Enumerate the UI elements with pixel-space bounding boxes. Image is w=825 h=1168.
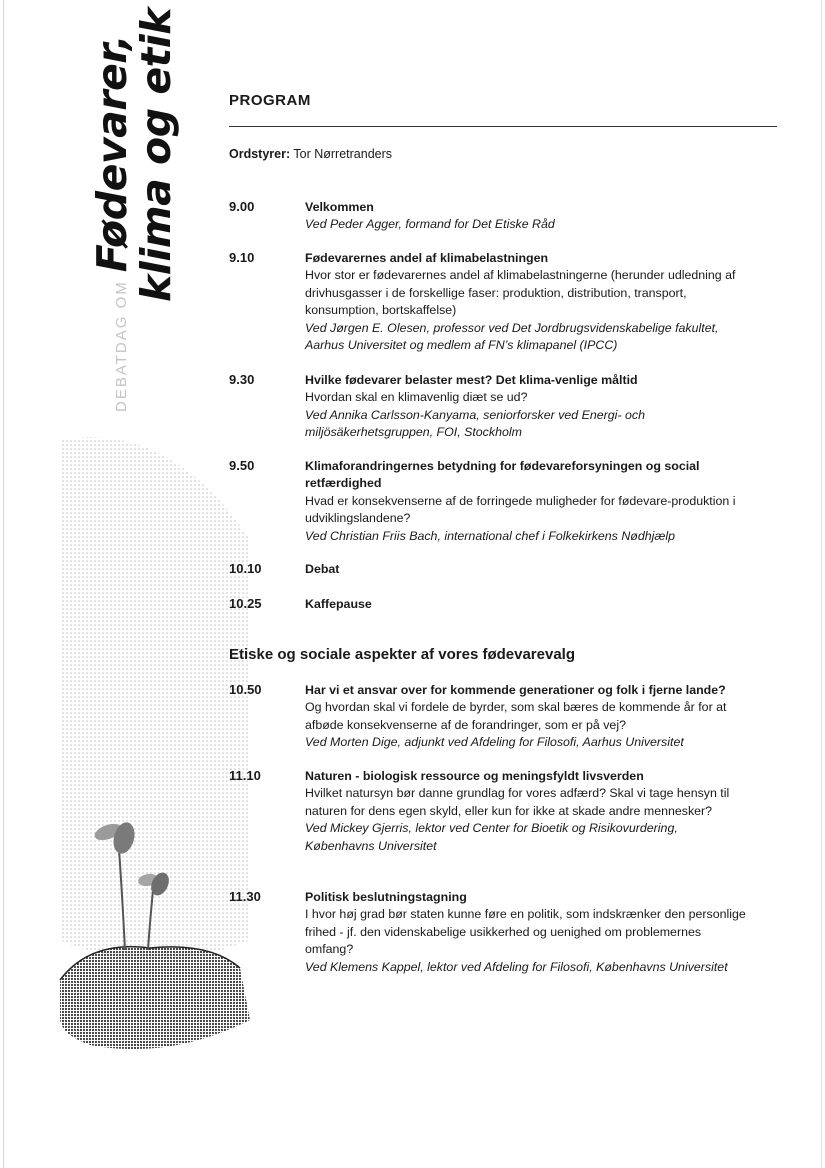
item-title: Har vi et ansvar over for kommende generationer og folk i fjerne lande? xyxy=(305,683,726,697)
item-speaker: Ved Jørgen E. Olesen, professor ved Det Jordbrugsvidenskabelige fakultet, Aarhus Universitet og medlem af FN’s klimapanel (IPCC) xyxy=(305,320,719,353)
moderator-name: Tor Nørretranders xyxy=(293,147,393,161)
item-time: 9.10 xyxy=(229,250,255,265)
item-time: 10.10 xyxy=(229,561,262,576)
item-time: 10.50 xyxy=(229,682,262,697)
program-item xyxy=(229,250,749,354)
event-title xyxy=(88,8,180,412)
program-item xyxy=(229,458,749,545)
item-description: Hvad er konsekvenserne af de forringede muligheder for fødevare-produktion i udviklingslandene? xyxy=(305,493,736,526)
item-time: 11.30 xyxy=(229,889,261,904)
item-description: Hvordan skal en klimavenlig diæt se ud? xyxy=(305,390,528,405)
program-item xyxy=(229,682,749,752)
item-speaker: Ved Klemens Kappel, lektor ved Afdeling for Filosofi, Københavns Universitet xyxy=(305,959,728,974)
item-time: 10.25 xyxy=(229,596,262,611)
program-item xyxy=(229,889,749,976)
event-title-line-2: klima og etik xyxy=(132,7,180,302)
event-title-prefix: DEBATDAG OM xyxy=(113,280,130,412)
item-description: Og hvordan skal vi fordele de byrder, som skal bæres de kommende år for at afbøde konsekvenserne af de forandringer, som er på vej? xyxy=(305,700,727,732)
item-title: Hvilke fødevarer belaster mest? Det klima-venlige måltid xyxy=(305,373,638,387)
item-title: Debat xyxy=(305,562,340,576)
item-description: I hvor høj grad bør staten kunne føre en politik, som indskrænker den personlige frihed - jf. den videnskabelige usikkerhed og uenighed om problemernes omfang? xyxy=(305,907,746,957)
item-description: Hvilket natursyn bør danne grundlag for vores adfærd? Skal vi tage hensyn til naturen for dens egen skyld, eller kun for ikke at skade andre mennesker? xyxy=(305,786,730,818)
item-title: Kaffepause xyxy=(305,597,372,611)
moderator-line xyxy=(229,147,392,161)
item-title: Politisk beslutningstagning xyxy=(305,890,467,904)
item-description: Hvor stor er fødevarernes andel af klimabelastningerne (herunder udledning af drivhusgasser i de forskellige faser: produktion, distribution, transport, konsumption, bortskaffelse) xyxy=(305,268,736,318)
divider xyxy=(229,126,777,127)
event-title-line-1: Fødevarer, xyxy=(88,34,136,273)
program-item xyxy=(229,596,749,613)
item-speaker: Ved Christian Friis Bach, international chef i Folkekirkens Nødhjælp xyxy=(305,528,676,543)
item-time: 11.10 xyxy=(229,768,261,783)
program-item xyxy=(229,199,749,234)
item-time: 9.50 xyxy=(229,458,255,473)
page-edge xyxy=(821,0,822,1168)
item-title: Fødevarernes andel af klimabelastningen xyxy=(305,251,549,265)
item-speaker: Ved Annika Carlsson-Kanyama, seniorforsker ved Energi- och miljösäkerhetsgruppen, FOI, Stockholm xyxy=(305,407,645,440)
item-time: 9.30 xyxy=(229,372,255,387)
program-item xyxy=(229,561,749,578)
page-edge xyxy=(3,0,4,1168)
item-title: Naturen - biologisk ressource og meningsfyldt livsverden xyxy=(305,769,644,783)
item-title: Velkommen xyxy=(305,200,374,214)
program-heading: PROGRAM xyxy=(229,92,311,109)
item-title: Klimaforandringernes betydning for fødevareforsyningen og social retfærdighed xyxy=(305,459,700,491)
program-item xyxy=(229,768,749,855)
moderator-label: Ordstyrer: xyxy=(229,147,291,161)
item-speaker: Ved Peder Agger, formand for Det Etiske Råd xyxy=(305,217,555,232)
section-heading: Etiske og sociale aspekter af vores fødevarevalg xyxy=(229,646,576,663)
item-time: 9.00 xyxy=(229,199,255,214)
item-speaker: Ved Morten Dige, adjunkt ved Afdeling for Filosofi, Aarhus Universitet xyxy=(305,735,684,750)
program-item xyxy=(229,372,749,442)
item-speaker: Ved Mickey Gjerris, lektor ved Center for Bioetik og Risikovurdering, Københavns Universitet xyxy=(305,821,678,853)
